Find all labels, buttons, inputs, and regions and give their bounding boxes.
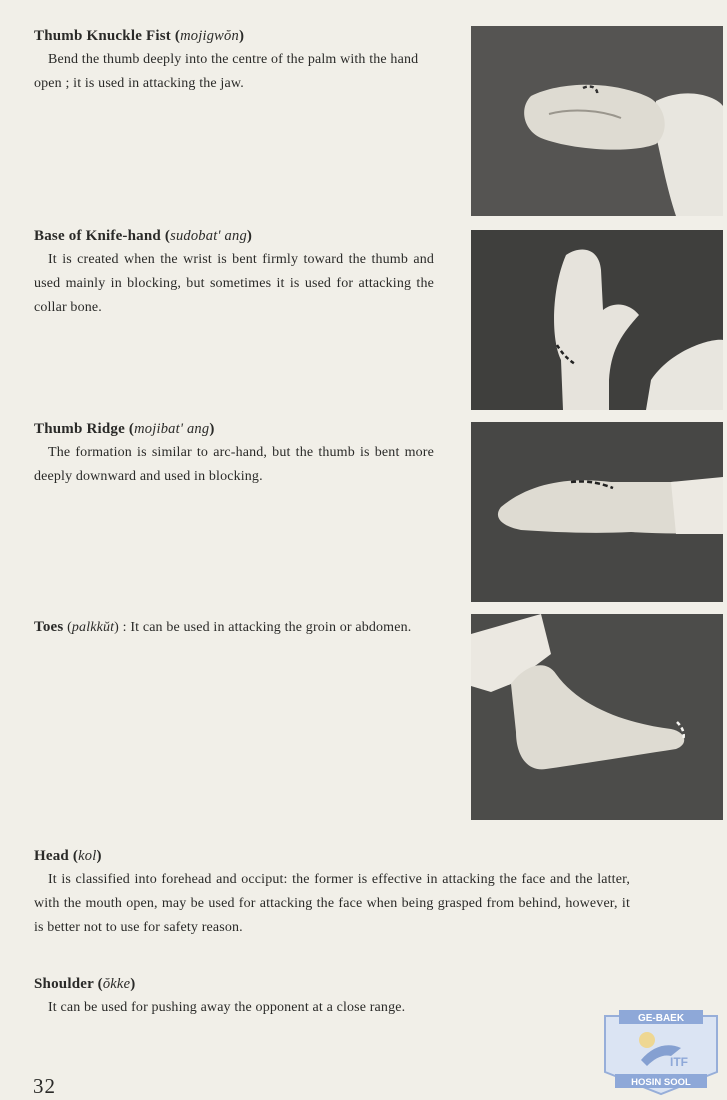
section-title: Base of Knife-hand: [34, 228, 161, 244]
section-heading: Head (kol): [34, 848, 102, 864]
section-base-of-knife-hand: [34, 228, 434, 320]
section-toes: [34, 614, 434, 641]
section-thumb-ridge: [34, 421, 434, 489]
section-title: Toes: [34, 619, 64, 635]
section-heading: Base of Knife-hand (sudobat' ang): [34, 228, 253, 244]
logo-middle-text: ITF: [670, 1055, 688, 1069]
photo-thumb-knuckle-fist: [471, 26, 723, 216]
section-body: It is created when the wrist is bent firmly toward the thumb and used mainly in blocking, but sometimes it is used for attacking the collar bone.: [34, 252, 434, 315]
section-body: The formation is similar to arc-hand, but the thumb is bent more deeply downward and used in blocking.: [34, 445, 434, 484]
section-term: mojigwŏn: [180, 28, 239, 44]
photo-base-of-knife-hand: [471, 230, 723, 410]
section-heading: Shoulder (ŏkke): [34, 976, 136, 992]
photo-toes: [471, 614, 723, 820]
section-heading: Thumb Ridge (mojibat' ang): [34, 421, 215, 437]
section-term: ŏkke: [102, 976, 131, 992]
section-term: mojibat' ang: [134, 421, 210, 437]
section-body: It can be used for pushing away the opponent at a close range.: [48, 1000, 406, 1015]
section-title: Thumb Knuckle Fist: [34, 28, 171, 44]
section-shoulder: [34, 976, 594, 1020]
ge-baek-itf-logo: [601, 1008, 721, 1096]
section-title: Thumb Ridge: [34, 421, 125, 437]
section-thumb-knuckle-fist: [34, 28, 444, 96]
page-number: 32: [33, 1074, 56, 1098]
section-title: Head: [34, 848, 69, 864]
section-title: Shoulder: [34, 976, 94, 992]
photo-thumb-ridge: [471, 422, 723, 602]
logo-top-text: GE-BAEK: [637, 1013, 685, 1024]
logo-bottom-text: HOSIN SOOL: [631, 1077, 691, 1088]
section-head: [34, 848, 630, 940]
section-term: sudobat' ang: [170, 228, 247, 244]
section-term: palkkŭt: [71, 620, 115, 635]
section-heading: Thumb Knuckle Fist (mojigwŏn): [34, 28, 245, 44]
section-body: : It can be used in attacking the groin or abdomen.: [122, 620, 412, 635]
section-term: kol: [78, 848, 97, 864]
section-body: It is classified into forehead and occiput: the former is effective in attacking the face and the latter, with the mouth open, may be used for attacking the face when being grasped from behind, however, it is better not to use for safety reason.: [34, 872, 630, 935]
section-heading: Toes (palkkŭt) : It can be used in attacking the groin or abdomen.: [34, 619, 412, 635]
section-body: Bend the thumb deeply into the centre of the palm with the hand open ; it is used in attacking the jaw.: [34, 52, 419, 91]
